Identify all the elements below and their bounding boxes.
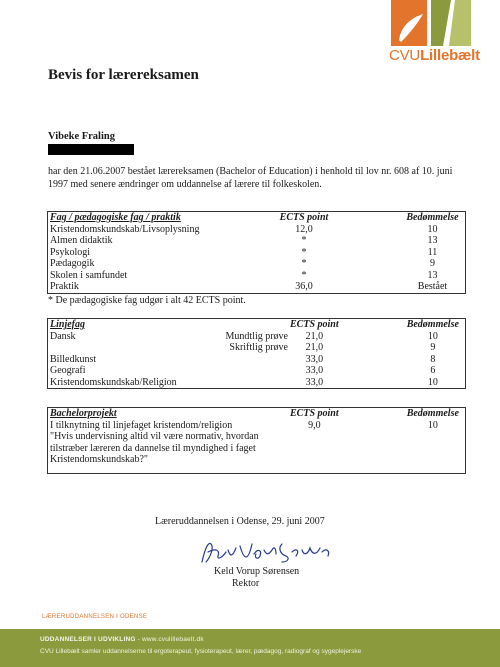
intro-paragraph: har den 21.06.2007 bestået lærereksamen (Bachelor of Education) i henhold til lov nr. 608 af 10. juni 1997 med senere ændringer om uddannelse af lærere til folkeskolen. xyxy=(48,166,453,190)
grade-cell: 10 xyxy=(427,223,438,235)
ects-cell: 36,0 xyxy=(295,281,313,292)
subject-cell: Dansk xyxy=(50,330,76,342)
bachelor-project-table xyxy=(47,407,466,474)
col-header-ects: ECTS point xyxy=(290,408,339,419)
project-title-line: "Hvis undervisning altid vil være normativ, hvordan xyxy=(50,431,259,442)
handwritten-signature xyxy=(196,536,336,568)
col-header-subject: Bachelorprojekt xyxy=(50,408,117,419)
col-header-grade: Bedømmelse xyxy=(406,408,459,419)
ects-cell: * xyxy=(301,269,307,281)
table-row xyxy=(48,454,465,466)
footer-institution-label: LÆRERUDDANNELSEN I ODENSE xyxy=(42,614,148,620)
subjects-table xyxy=(47,211,466,294)
table-row xyxy=(48,377,465,389)
table-row xyxy=(48,281,465,293)
footer-url: - www.cvulillebaelt.dk xyxy=(135,636,204,643)
redaction-bar xyxy=(48,144,134,155)
exam-type-cell xyxy=(198,365,288,377)
col-header-grade: Bedømmelse xyxy=(406,319,459,330)
ects-cell: 9,0 xyxy=(308,419,321,431)
grade-cell: 9 xyxy=(430,258,435,269)
ects-cell: 33,0 xyxy=(305,365,324,376)
signer-name: Keld Vorup Sørensen xyxy=(214,566,300,577)
grade-cell: 6 xyxy=(430,365,436,376)
ects-cell: 21,0 xyxy=(305,330,324,342)
subject-cell: Almen didaktik xyxy=(50,235,113,246)
logo-wordmark xyxy=(389,47,480,64)
subject-cell xyxy=(48,342,198,354)
linjefag-table xyxy=(47,318,466,389)
ects-cell: * xyxy=(301,258,307,269)
grade-cell: 13 xyxy=(427,269,438,281)
subject-cell: Billedkunst xyxy=(50,353,97,365)
table-row xyxy=(48,354,465,366)
exam-type-cell: Mundtlig prøve xyxy=(225,330,288,342)
table-row xyxy=(48,235,465,247)
project-title-line: Kristendomskundskab?" xyxy=(50,454,148,465)
col-header-ects: ECTS point xyxy=(279,212,329,223)
table-row xyxy=(48,342,465,354)
subject-cell: Kristendomskundskab/Livsoplysning xyxy=(50,223,200,235)
table-row xyxy=(48,443,465,455)
footer-slogan-text: UDDANNELSER I UDVIKLING xyxy=(40,636,136,643)
table-row xyxy=(48,365,465,377)
ects-cell: * xyxy=(301,246,307,258)
table-header-row xyxy=(48,408,465,420)
ects-cell: * xyxy=(301,235,307,246)
subject-cell: Praktik xyxy=(50,281,79,292)
table-row xyxy=(48,224,465,236)
exam-type-cell xyxy=(198,354,288,366)
footer-slogan xyxy=(40,636,204,643)
subject-cell: Psykologi xyxy=(50,246,91,258)
cvu-leaf-logo-icon xyxy=(391,0,471,46)
col-header-ects: ECTS point xyxy=(290,319,339,330)
subject-cell: Kristendomskundskab/Religion xyxy=(50,376,177,388)
student-name: Vibeke Fraling xyxy=(48,131,115,142)
table-row xyxy=(48,431,465,443)
table-row xyxy=(48,420,465,432)
col-header-subject: Linjefag xyxy=(50,319,85,330)
table-header-row xyxy=(48,212,465,224)
project-description: I tilknytning til linjefaget kristendom/religion xyxy=(50,419,233,431)
subject-cell: Skolen i samfundet xyxy=(50,269,128,281)
col-header-subject: Fag / pædagogiske fag / praktik xyxy=(50,212,181,223)
ects-cell: 12,0 xyxy=(295,223,313,235)
footer-description: CVU Lillebælt samler uddannelserne til ergoterapeut, fysioterapeut, lærer, pædagog, radiograf og sygeplejerske xyxy=(40,648,362,655)
place-date: Læreruddannelsen i Odense, 29. juni 2007 xyxy=(155,516,325,527)
grade-cell: 10 xyxy=(427,376,438,388)
ects-cell: 21,0 xyxy=(305,342,324,353)
col-header-grade: Bedømmelse xyxy=(406,212,459,223)
table-row xyxy=(48,247,465,259)
grade-cell: 10 xyxy=(427,419,438,431)
grade-cell: 11 xyxy=(427,246,438,258)
project-title-line: tilstræber læreren da dannelse til myndighed i faget xyxy=(50,442,256,454)
exam-type-cell: Skriftlig prøve xyxy=(229,342,288,353)
logo-prefix: CVU xyxy=(389,47,421,64)
grade-cell: 13 xyxy=(427,235,438,246)
signer-role: Rektor xyxy=(232,578,260,589)
ects-footnote: * De pædagogiske fag udgør i alt 42 ECTS point. xyxy=(48,295,246,306)
grade-cell: 10 xyxy=(427,330,438,342)
logo-name: Lillebælt xyxy=(420,47,480,64)
ects-cell: 33,0 xyxy=(305,376,324,388)
grade-cell: 8 xyxy=(430,353,436,365)
table-header-row xyxy=(48,319,465,331)
grade-cell: 9 xyxy=(430,342,436,353)
subject-cell: Pædagogik xyxy=(50,258,95,269)
document-title: Bevis for lærereksamen xyxy=(48,67,199,83)
ects-cell: 33,0 xyxy=(305,353,324,365)
table-row xyxy=(48,258,465,270)
subject-cell: Geografi xyxy=(50,365,86,376)
grade-cell: Bestået xyxy=(417,281,448,292)
table-row xyxy=(48,270,465,282)
table-row xyxy=(48,331,465,343)
